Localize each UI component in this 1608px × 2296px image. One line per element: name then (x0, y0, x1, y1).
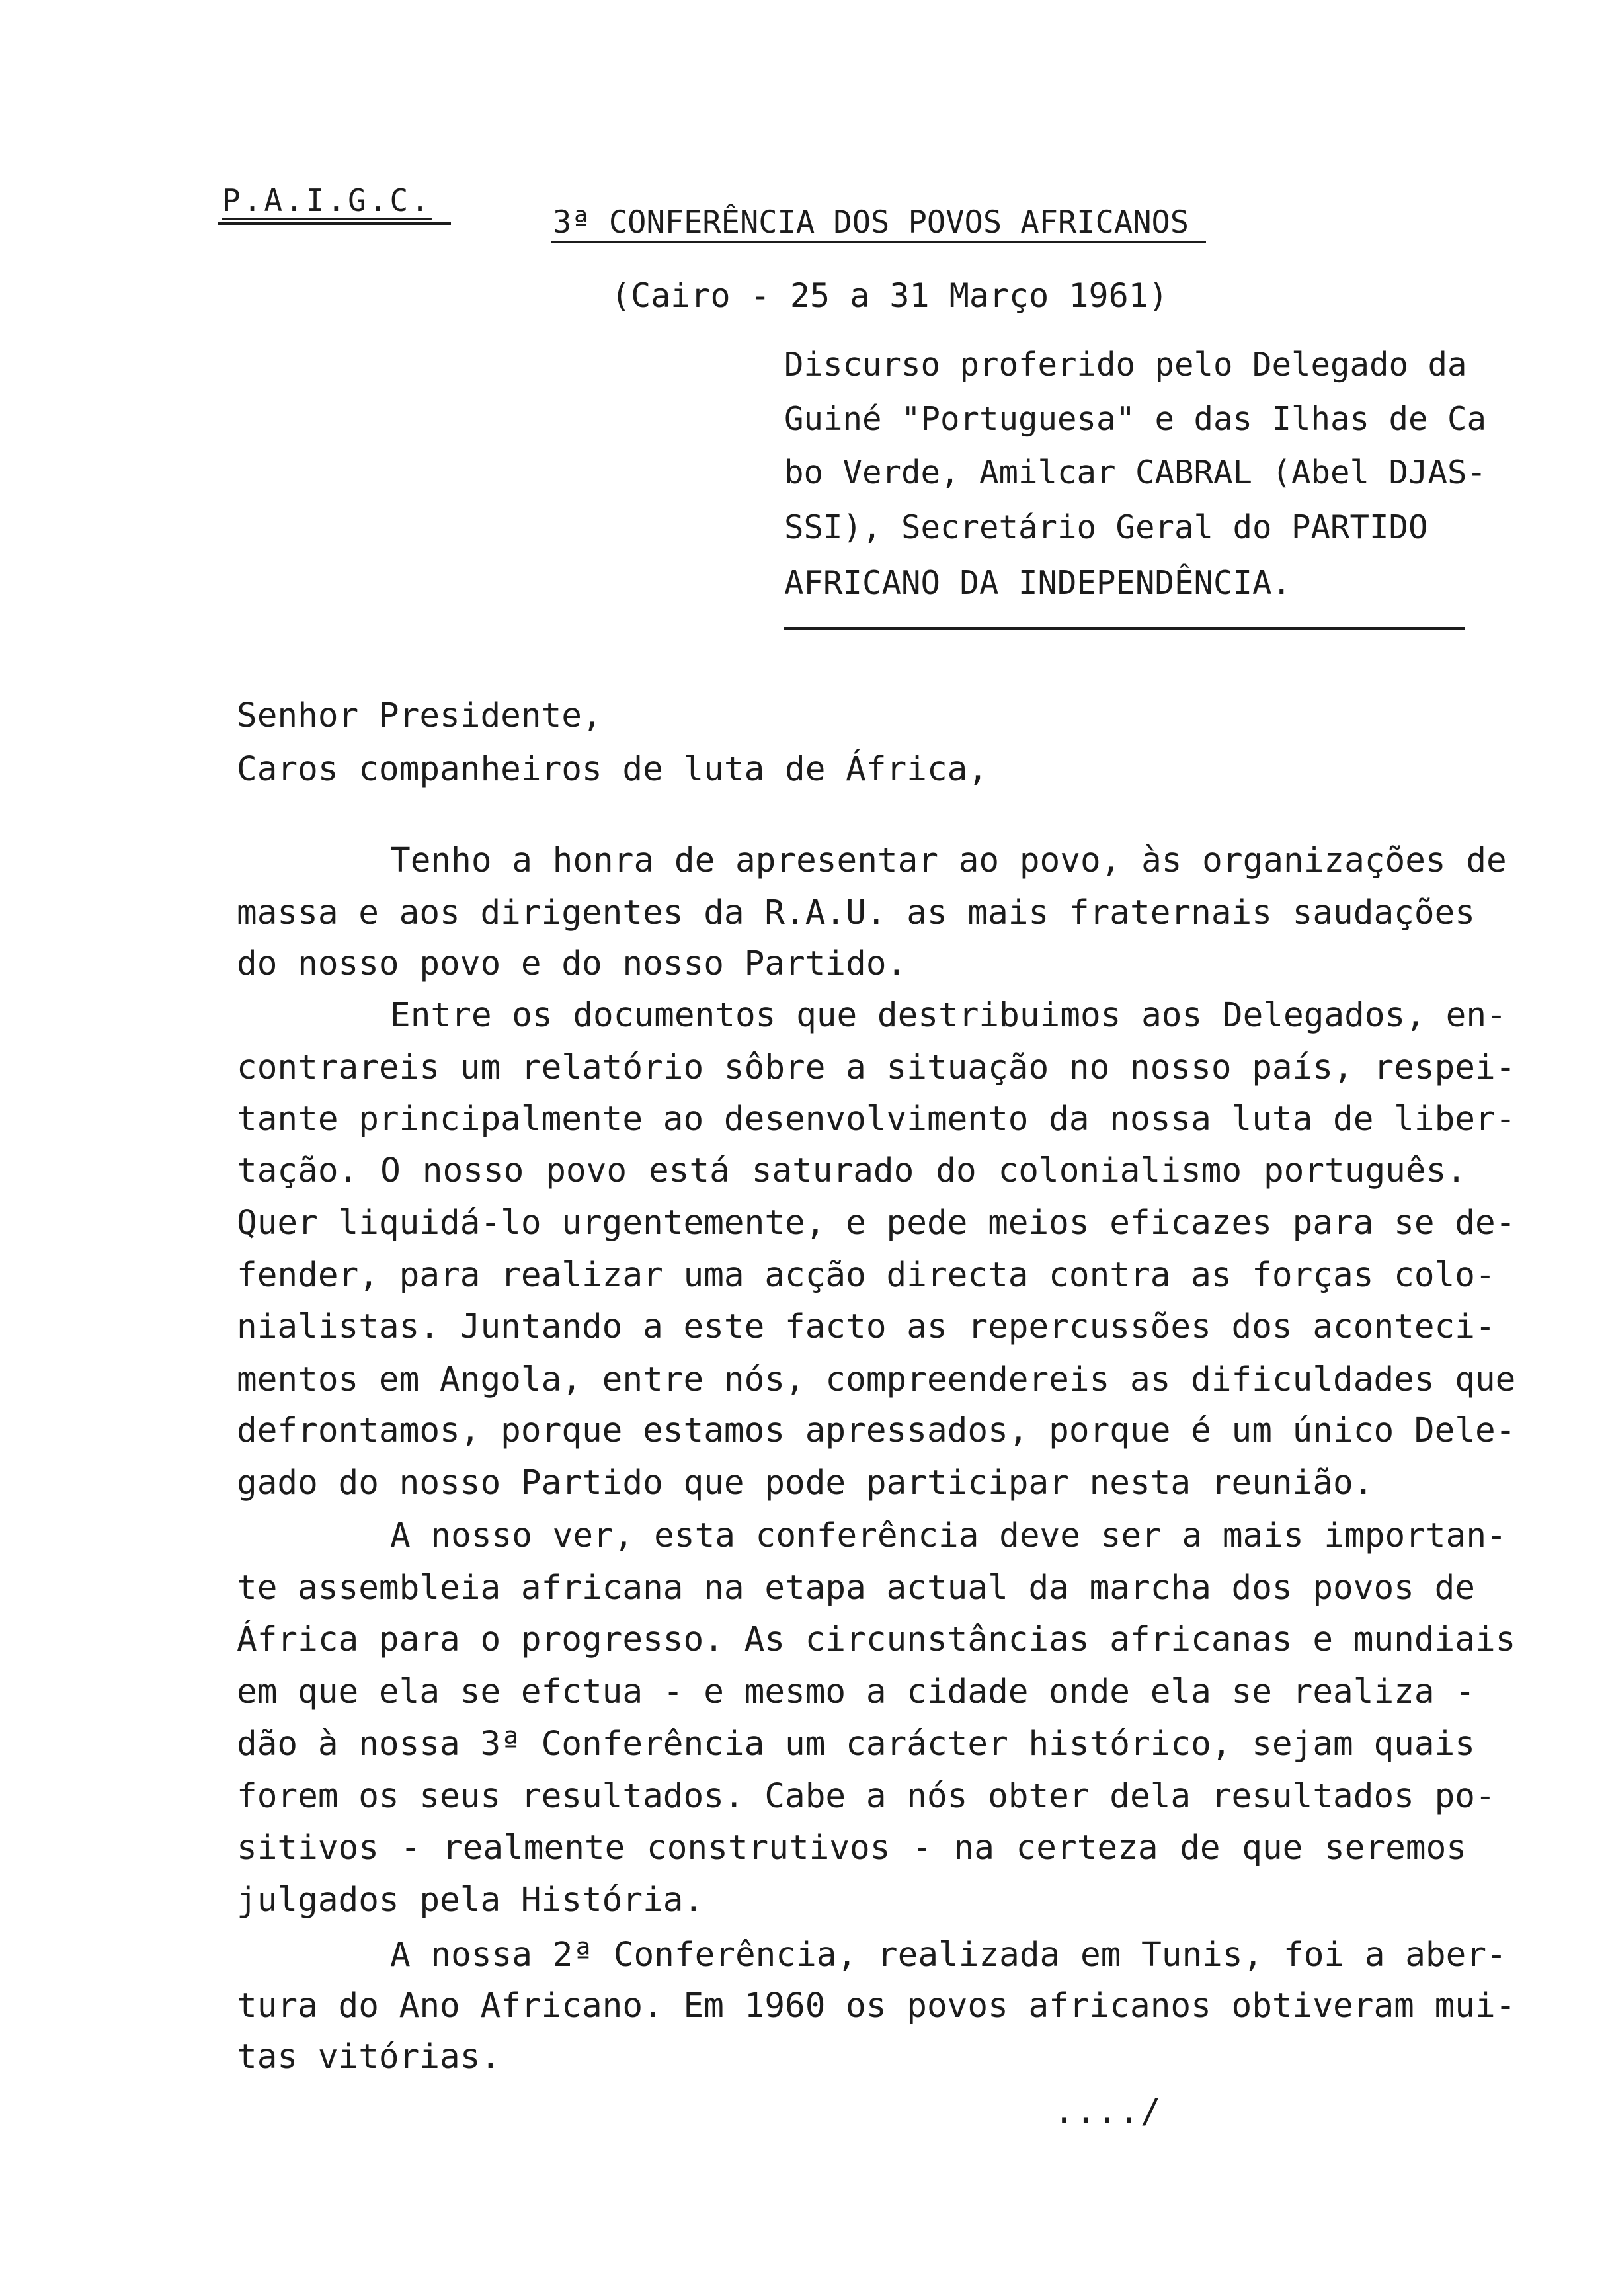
body-line: mentos em Angola, entre nós, compreendereis as dificuldades que (237, 1360, 1516, 1399)
location-dates: (Cairo - 25 a 31 Março 1961) (611, 276, 1168, 315)
body-line: sitivos - realmente construtivos - na certeza de que seremos (237, 1828, 1467, 1867)
continuation-mark: ..../ (1054, 2092, 1162, 2131)
body-line: do nosso povo e do nosso Partido. (237, 944, 907, 983)
conference-title: 3ª CONFERÊNCIA DOS POVOS AFRICANOS (553, 204, 1189, 241)
body-line: dão à nossa 3ª Conferência um carácter histórico, sejam quais (237, 1725, 1475, 1764)
body-line: massa e aos dirigentes da R.A.U. as mais fraternais saudações (237, 893, 1475, 932)
caption-line: SSI), Secretário Geral do PARTIDO (784, 509, 1428, 546)
caption-line: AFRICANO DA INDEPENDÊNCIA. (784, 564, 1292, 602)
body-line: nialistas. Juntando a este facto as repercussões dos aconteci- (237, 1307, 1496, 1346)
caption-line: Discurso proferido pelo Delegado da (784, 346, 1467, 384)
salutation-line: Senhor Presidente, (237, 696, 602, 735)
body-line: tas vitórias. (237, 2037, 501, 2076)
body-line: te assembleia africana na etapa actual da marcha dos povos de (237, 1569, 1475, 1608)
org-underline (218, 222, 451, 225)
caption-divider (784, 627, 1465, 630)
body-line: gado do nosso Partido que pode participar nesta reunião. (237, 1463, 1374, 1502)
body-line: A nossa 2ª Conferência, realizada em Tunis, foi a aber- (390, 1936, 1507, 1975)
body-line: Entre os documentos que destribuimos aos Delegados, en- (390, 996, 1507, 1035)
body-line: Tenho a honra de apresentar ao povo, às organizações de (390, 841, 1507, 880)
body-line: tante principalmente ao desenvolvimento da nossa luta de liber- (237, 1100, 1516, 1139)
body-line: em que ela se efctua - e mesmo a cidade onde ela se realiza - (237, 1672, 1475, 1711)
body-line: fender, para realizar uma acção directa contra as forças colo- (237, 1256, 1496, 1295)
body-line: defrontamos, porque estamos apressados, porque é um único Dele- (237, 1411, 1516, 1450)
body-line: forem os seus resultados. Cabe a nós obter dela resultados po- (237, 1777, 1496, 1816)
caption-line: Guiné "Portuguesa" e das Ilhas de Ca (784, 400, 1487, 438)
body-line: Quer liquidá-lo urgentemente, e pede meios eficazes para se de- (237, 1204, 1516, 1243)
body-line: A nosso ver, esta conferência deve ser a mais importan- (390, 1516, 1507, 1555)
org-acronym: P.A.I.G.C. (222, 183, 432, 218)
body-line: África para o progresso. As circunstâncias africanas e mundiais (237, 1620, 1516, 1659)
conference-title-underline (551, 241, 1206, 243)
body-line: julgados pela História. (237, 1881, 704, 1920)
body-line: tação. O nosso povo está saturado do colonialismo português. (237, 1151, 1467, 1190)
salutation-line: Caros companheiros de luta de África, (237, 750, 988, 789)
body-line: tura do Ano Africano. Em 1960 os povos africanos obtiveram mui- (237, 1987, 1516, 2026)
body-line: contrareis um relatório sôbre a situação no nosso país, respei- (237, 1048, 1516, 1087)
caption-line: bo Verde, Amilcar CABRAL (Abel DJAS- (784, 454, 1487, 491)
